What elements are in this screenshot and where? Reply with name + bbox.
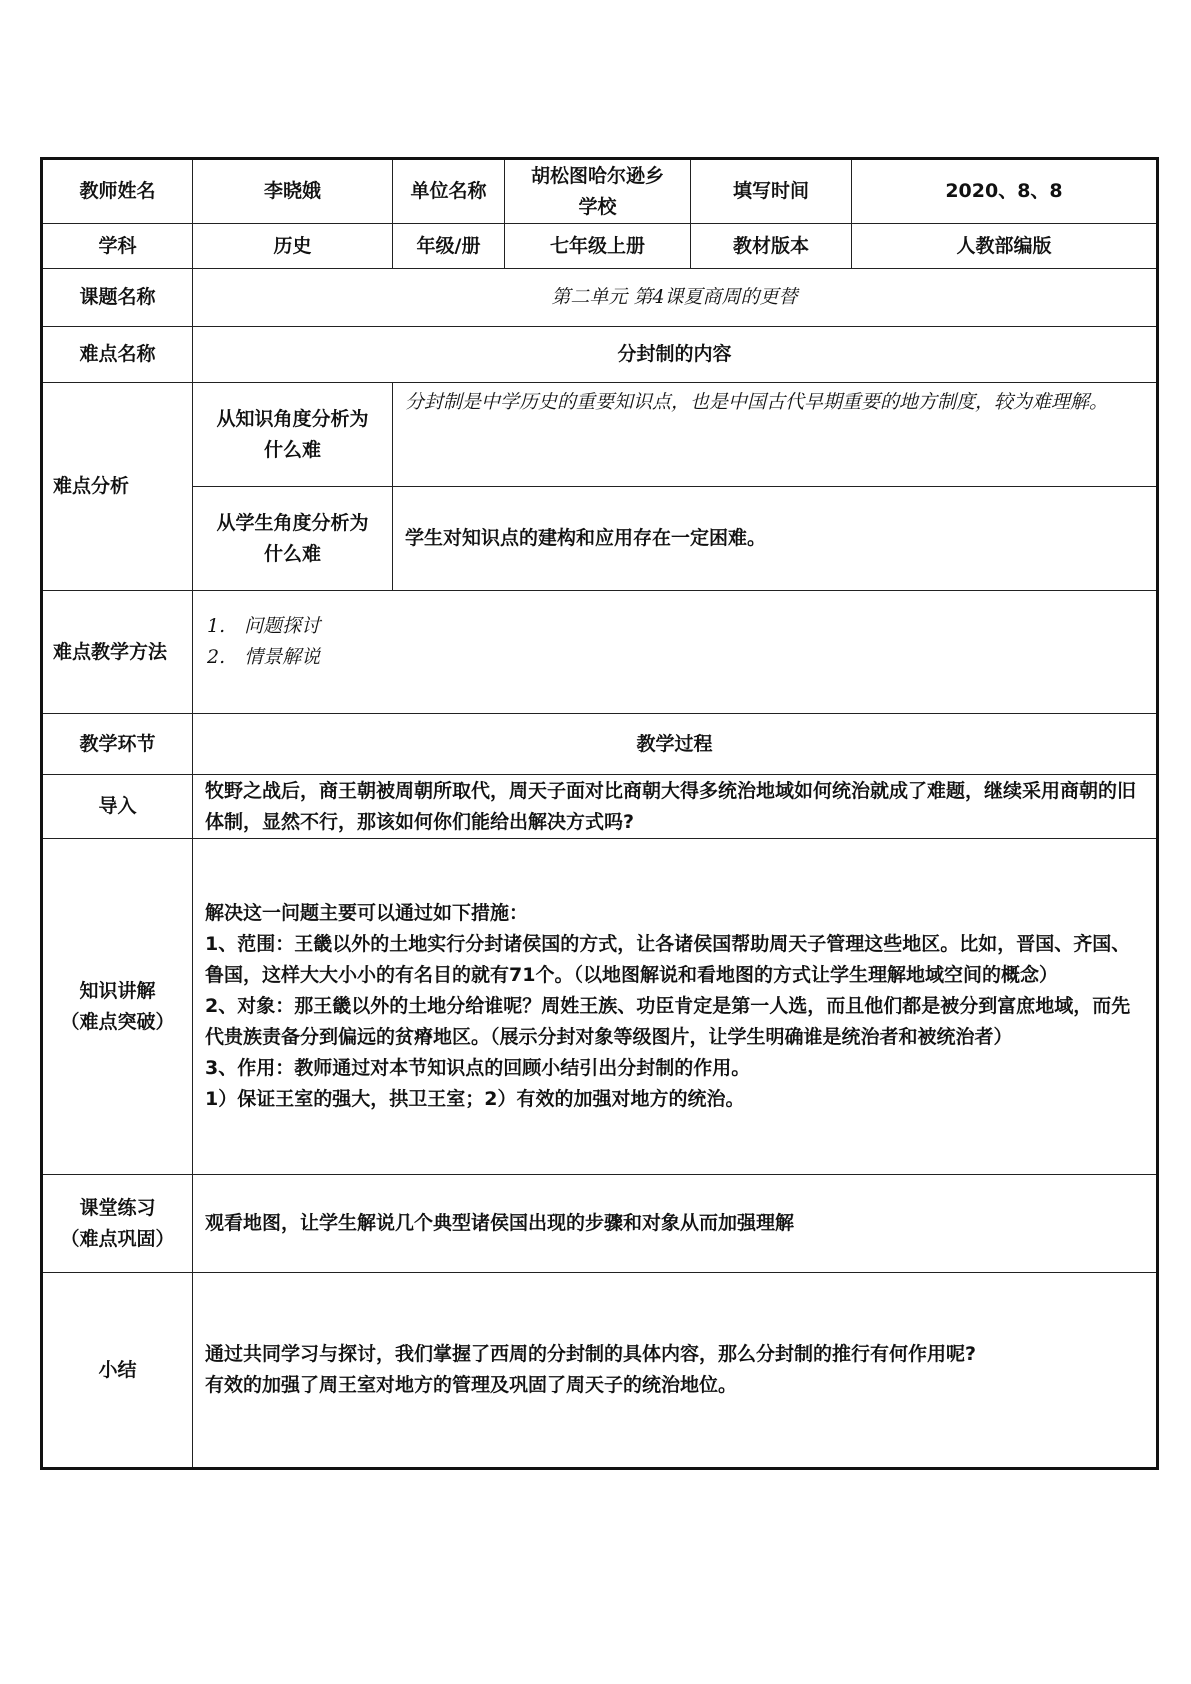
- summary-line: 有效的加强了周王室对地方的管理及巩固了周天子的统治地位。: [205, 1374, 738, 1396]
- lecture-content: [193, 839, 1158, 1175]
- practice-text: 观看地图，让学生解说几个典型诸侯国出现的步骤和对象从而加强理解: [193, 1175, 1158, 1273]
- practice-label-line: （难点巩固）: [60, 1227, 175, 1250]
- lecture-label: [42, 839, 193, 1175]
- difficulty-row: [42, 327, 1158, 383]
- subject-value: 历史: [193, 224, 393, 269]
- student-angle-value: 学生对知识点的建构和应用存在一定困难。: [393, 487, 1158, 591]
- lesson-plan-table: [40, 157, 1159, 1470]
- knowledge-angle-label: 从知识角度分析为什么难: [193, 383, 393, 487]
- intro-label: 导入: [42, 775, 193, 839]
- edition-value: 人教部编版: [852, 224, 1158, 269]
- date-value: 2020、8、8: [852, 159, 1158, 224]
- intro-row: [42, 775, 1158, 839]
- methods-row: [42, 591, 1158, 714]
- methods-list: [193, 591, 1158, 714]
- lecture-label-line: （难点突破）: [60, 1010, 175, 1033]
- unit-value: 胡松图哈尔逊乡学校: [505, 159, 691, 224]
- header-row-1: [42, 159, 1158, 224]
- student-angle-label: 从学生角度分析为什么难: [193, 487, 393, 591]
- summary-label: 小结: [42, 1273, 193, 1469]
- lecture-line: 解决这一问题主要可以通过如下措施：: [205, 902, 529, 924]
- lesson-plan-form: [40, 157, 1156, 1470]
- lecture-line: 2、对象：那王畿以外的土地分给谁呢？周姓王族、功臣肯定是第一人选，而且他们都是被分到富庶地域，而先代贵族责备分到偏远的贫瘠地区。（展示分封对象等级图片，让学生明确谁是统治者和被统治者）: [205, 995, 1131, 1048]
- subject-label: 学科: [42, 224, 193, 269]
- intro-text: 牧野之战后，商王朝被周朝所取代，周天子面对比商朝大得多统治地域如何统治就成了难题，继续采用商朝的旧体制，显然不行，那该如何你们能给出解决方式吗?: [193, 775, 1158, 839]
- edition-label: 教材版本: [691, 224, 852, 269]
- summary-row: [42, 1273, 1158, 1469]
- method-item: 2. 情景解说: [207, 646, 321, 668]
- analysis-student-row: [42, 487, 1158, 591]
- practice-label-line: 课堂练习: [79, 1196, 156, 1219]
- difficulty-value: 分封制的内容: [193, 327, 1158, 383]
- summary-line: 通过共同学习与探讨，我们掌握了西周的分封制的具体内容，那么分封制的推行有何作用呢?: [205, 1343, 977, 1365]
- method-item: 1. 问题探讨: [207, 615, 321, 637]
- analysis-knowledge-row: [42, 383, 1158, 487]
- process-header-row: [42, 714, 1158, 775]
- knowledge-angle-value: 分封制是中学历史的重要知识点，也是中国古代早期重要的地方制度，较为难理解。: [393, 383, 1158, 487]
- lecture-label-line: 知识讲解: [79, 979, 156, 1002]
- practice-row: [42, 1175, 1158, 1273]
- process-step-label: 教学环节: [42, 714, 193, 775]
- lecture-line: 1、范围：王畿以外的土地实行分封诸侯国的方式，让各诸侯国帮助周天子管理这些地区。比如，晋国、齐国、鲁国，这样大大小小的有名目的就有71个。（以地图解说和看地图的方式让学生理解地域空间的概念）: [205, 933, 1131, 986]
- teacher-value: 李晓娥: [193, 159, 393, 224]
- teacher-label: 教师姓名: [42, 159, 193, 224]
- unit-label: 单位名称: [393, 159, 505, 224]
- process-title: 教学过程: [193, 714, 1158, 775]
- methods-label: 难点教学方法: [42, 591, 193, 714]
- topic-row: [42, 269, 1158, 327]
- lecture-line: 3、作用：教师通过对本节知识点的回顾小结引出分封制的作用。: [205, 1057, 751, 1079]
- lecture-line: 1）保证王室的强大，拱卫王室；2）有效的加强对地方的统治。: [205, 1088, 745, 1110]
- topic-label: 课题名称: [42, 269, 193, 327]
- topic-value: 第二单元 第4课夏商周的更替: [193, 269, 1158, 327]
- difficulty-label: 难点名称: [42, 327, 193, 383]
- header-row-2: [42, 224, 1158, 269]
- date-label: 填写时间: [691, 159, 852, 224]
- lecture-row: [42, 839, 1158, 1175]
- practice-label: [42, 1175, 193, 1273]
- summary-content: [193, 1273, 1158, 1469]
- analysis-label: 难点分析: [42, 383, 193, 591]
- grade-value: 七年级上册: [505, 224, 691, 269]
- grade-label: 年级/册: [393, 224, 505, 269]
